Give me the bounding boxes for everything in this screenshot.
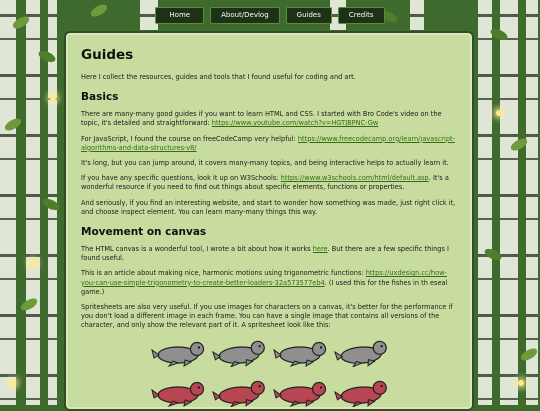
basics-p1-text: There are many-many good guides if you want to learn HTML and CSS. I started with Bro Code's video on the topic, it's detailed and straightforward: (81, 110, 442, 128)
basics-p2-text: For JavaScript, I found the course on freeCodeCamp very helpful: (81, 134, 296, 143)
canvas-p2-text: This is an article about making nice, harmonic motions using trigonometric functions: (81, 269, 364, 278)
canvas-p1-tail: . But there are a few specific things I found useful. (81, 245, 449, 263)
nav-credits[interactable]: Credits (338, 7, 385, 24)
nav-about-devlog[interactable]: About/Devlog (210, 7, 280, 24)
basics-paragraph-3: It's long, but you can jump around, it covers many-many topics, and being interactive helps to actually learn it. (81, 159, 449, 168)
page-title: Guides (81, 47, 134, 63)
w3schools-link[interactable]: https://www.w3schools.com/html/default.asp (280, 174, 429, 183)
basics-paragraph-4 (81, 174, 457, 192)
seal-sprite-frame (334, 337, 392, 367)
seal-sprite-frame (273, 377, 331, 407)
canvas-p1-text: The HTML canvas is a wonderful tool, I wrote a bit about how it works (81, 245, 311, 254)
seal-sprite-frame (212, 337, 270, 367)
canvas-paragraph-3: Spritesheets are also very useful. If you use images for characters on a canvas, it's better for the performance if you don't load a different image in each frame. You can have a single image that contains all versions of the character, and only show the relevant part of it. A spritesheet look like this: (81, 303, 453, 330)
canvas-paragraph-1 (81, 245, 457, 263)
seal-sprite-frame (151, 337, 209, 367)
canvas-heading: Movement on canvas (81, 226, 207, 239)
seal-sprite-frame (151, 377, 209, 407)
content-panel (64, 31, 474, 411)
seal-sprite-frame (212, 377, 270, 407)
seal-sprite-frame (334, 377, 392, 407)
canvas-p2-tail: . (I used this for the fishes in th eseal game.) (81, 278, 448, 296)
basics-paragraph-2 (81, 135, 457, 153)
basics-heading: Basics (81, 91, 119, 104)
seal-spritesheet (151, 337, 457, 411)
intro-text: Here I collect the resources, guides and tools that I found useful for coding and art. (81, 73, 356, 81)
basics-paragraph-5: And seriously, if you find an interesting website, and start to wonder how something was made, just right click it, and choose inspect element. You can learn many-many things this way. (81, 198, 456, 216)
basics-paragraph-1 (81, 110, 457, 128)
basics-p4-text: If you have any specific questions, look it up on W3Schools: (81, 174, 279, 183)
bro-code-video-link[interactable]: https://www.youtube.com/watch?v=HGTJBPNC-Gw (211, 119, 379, 128)
nav-guides[interactable]: Guides (286, 7, 332, 24)
top-navigation (0, 7, 540, 24)
basics-p4-tail: . It's a wonderful resource if you need to find out things about specific elements, functions or properties. (81, 174, 449, 192)
canvas-paragraph-2 (81, 269, 457, 297)
canvas-here-link[interactable]: here (312, 245, 328, 254)
seal-sprite-frame (273, 337, 331, 367)
freecodecamp-link[interactable]: https://www.freecodecamp.org/learn/javascript-algorithms-and-data-structures-v8/ (81, 134, 455, 152)
nav-home[interactable]: Home (155, 7, 204, 24)
uxdesign-article-link[interactable]: https://uxdesign.cc/how-you-can-use-simple-trigonometry-to-create-better-loaders-32a573577eb4 (81, 269, 447, 287)
